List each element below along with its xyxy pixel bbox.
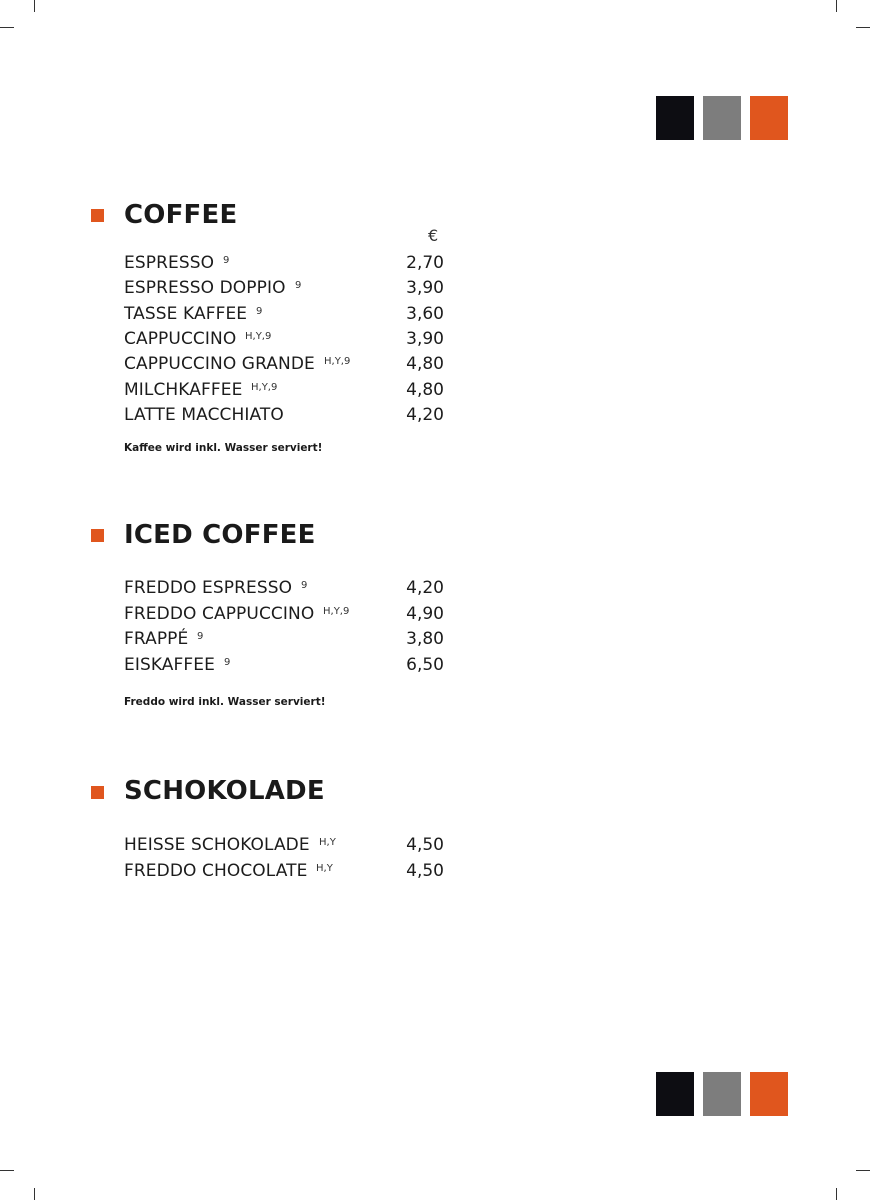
menu-item-allergen-note: H,Y,9: [323, 605, 350, 617]
crop-mark-bottom-left: [34, 1188, 35, 1200]
swatch-orange: [750, 1072, 788, 1116]
menu-item: [124, 576, 444, 601]
menu-item-name: MILCHKAFFEE: [124, 379, 243, 400]
menu-item-price: 4,80: [406, 354, 444, 375]
menu-item-name: CAPPUCCINO: [124, 328, 237, 349]
currency-label: €: [428, 226, 439, 245]
menu-item-allergen-note: 9: [301, 580, 308, 591]
swatch-orange: [750, 96, 788, 140]
crop-mark-right-bottom: [856, 1170, 870, 1171]
section-bullet-icon: [91, 529, 104, 542]
section-bullet-icon: [91, 209, 104, 222]
menu-item: [124, 403, 444, 428]
menu-item-name: FREDDO ESPRESSO: [124, 578, 293, 598]
menu-item-price: 3,90: [406, 278, 444, 299]
section-title: ICED COFFEE: [124, 520, 316, 550]
footnote: Freddo wird inkl. Wasser serviert!: [124, 696, 326, 708]
crop-mark-top-left: [34, 0, 35, 12]
footnote: Kaffee wird inkl. Wasser serviert!: [124, 442, 323, 454]
menu-item-name: TASSE KAFFEE: [124, 303, 248, 324]
crop-mark-top-right: [836, 0, 837, 12]
menu-item: [124, 627, 444, 652]
menu-item-allergen-note: 9: [223, 255, 230, 266]
menu-item-allergen-note: 9: [197, 631, 204, 642]
brand-swatches-bottom: [656, 1072, 788, 1116]
swatch-dark: [656, 96, 694, 140]
menu-item-name: HEISSE SCHOKOLADE: [124, 835, 310, 855]
menu-item-price: 4,50: [406, 835, 444, 855]
menu-item-price: 4,20: [406, 578, 444, 598]
menu-item-price: 4,90: [406, 603, 444, 624]
menu-item-price: 3,90: [406, 328, 444, 349]
menu-item-allergen-note: H,Y: [319, 837, 336, 848]
menu-item-allergen-note: H,Y,9: [245, 330, 272, 342]
crop-mark-right-top: [856, 27, 870, 28]
menu-item: [124, 251, 444, 276]
menu-item-price: 4,50: [406, 860, 444, 881]
menu-item: [124, 859, 444, 884]
section-title: SCHOKOLADE: [124, 776, 325, 806]
menu-item-name: CAPPUCCINO GRANDE: [124, 354, 315, 375]
menu-item-allergen-note: 9: [256, 305, 263, 317]
menu-item-name: FRAPPÉ: [124, 629, 189, 649]
menu-item-allergen-note: 9: [224, 656, 231, 668]
swatch-dark: [656, 1072, 694, 1116]
menu-item: [124, 833, 444, 858]
menu-item-price: 4,20: [406, 404, 444, 425]
menu-item-name: LATTE MACCHIATO: [124, 404, 284, 425]
crop-mark-left-top: [0, 27, 14, 28]
menu-item: [124, 602, 444, 627]
menu-item-name: FREDDO CHOCOLATE: [124, 860, 308, 881]
crop-mark-left-bottom: [0, 1170, 14, 1171]
menu-item: [124, 378, 444, 403]
menu-item: [124, 352, 444, 377]
menu-item: [124, 276, 444, 301]
menu-item-name: FREDDO CAPPUCCINO: [124, 603, 315, 624]
crop-mark-bottom-right: [836, 1188, 837, 1200]
menu-item-price: 3,80: [406, 629, 444, 649]
menu-item: [124, 302, 444, 327]
menu-item: [124, 327, 444, 352]
menu-item-price: 6,50: [406, 654, 444, 675]
menu-item-price: 3,60: [406, 303, 444, 324]
brand-swatches-top: [656, 96, 788, 140]
menu-item-allergen-note: H,Y,9: [251, 381, 278, 393]
section-title: COFFEE: [124, 200, 238, 230]
menu-item-price: 4,80: [406, 379, 444, 400]
menu-item-name: ESPRESSO DOPPIO: [124, 278, 286, 299]
menu-item-allergen-note: H,Y,9: [324, 356, 351, 368]
section-bullet-icon: [91, 786, 104, 799]
menu-item-name: EISKAFFEE: [124, 654, 215, 675]
menu-item-price: 2,70: [406, 253, 444, 273]
menu-item: [124, 653, 444, 678]
menu-item-name: ESPRESSO: [124, 253, 215, 273]
menu-item-allergen-note: H,Y: [316, 862, 333, 874]
menu-item-allergen-note: 9: [295, 280, 302, 292]
swatch-gray: [703, 1072, 741, 1116]
swatch-gray: [703, 96, 741, 140]
